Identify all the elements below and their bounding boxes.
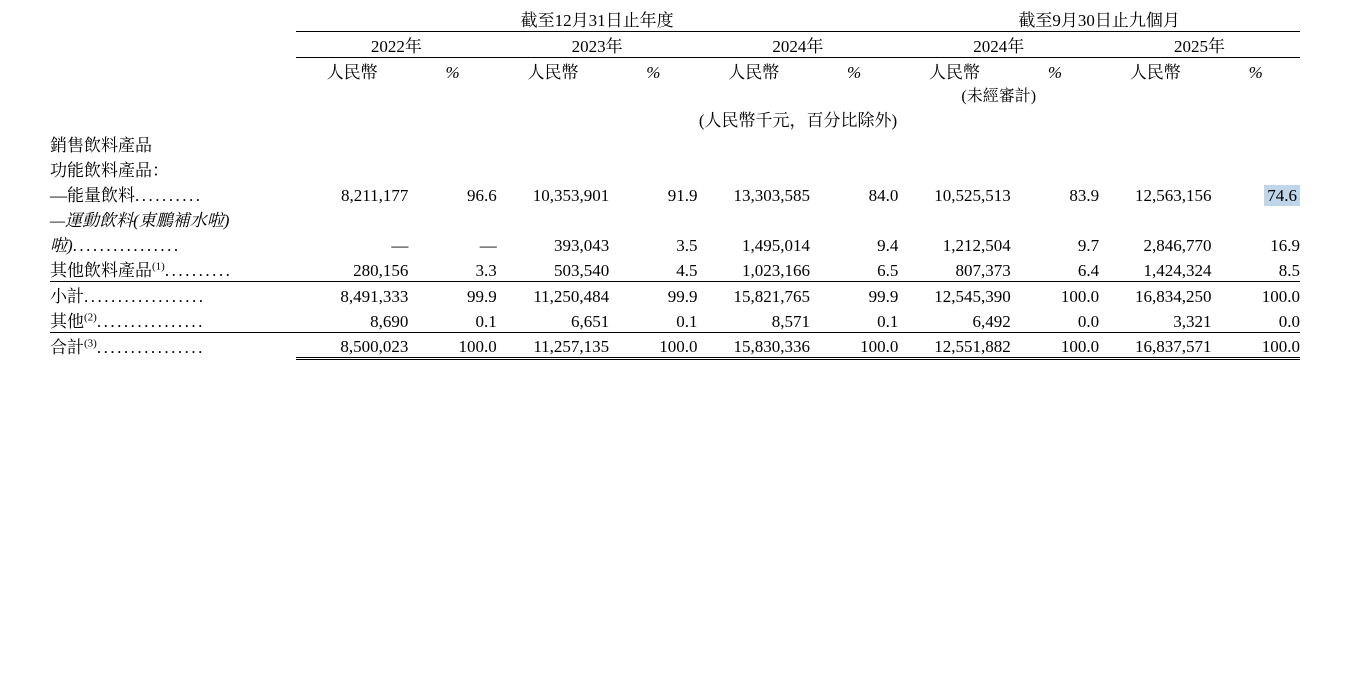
- cell-energy-2024-pct: 84.0: [868, 186, 899, 205]
- table-row-subtotal: [50, 282, 1300, 308]
- row-label-energy-drink: [50, 181, 296, 206]
- header-pct-2024-nm: %: [1047, 63, 1062, 82]
- header-currency-2025-nm: 人民幣: [1129, 63, 1181, 82]
- sports-drink-blank: [296, 206, 1300, 231]
- cell-sports-2024nm-pct: 9.7: [1077, 236, 1100, 255]
- highlighted-value: 74.6: [1264, 185, 1300, 206]
- header-pct-2025-nm: %: [1248, 63, 1263, 82]
- cell-other-2023-pct: 0.1: [676, 312, 698, 331]
- cell-sports-2023-pct: 3.5: [676, 236, 698, 255]
- header-subcol-row: [50, 58, 1300, 84]
- cell-subtotal-2025nm-amt: 16,834,250: [1099, 282, 1211, 308]
- row-label-text: 小計: [50, 287, 84, 306]
- cell-other-2023-amt: 6,651: [570, 312, 610, 331]
- header-group-nine-months: 截至9月30日止九個月: [898, 6, 1300, 32]
- cell-energy-2024-amt: 13,303,585: [733, 186, 810, 205]
- header-currency-2024: 人民幣: [728, 63, 780, 82]
- cell-total-2023-amt: 11,257,135: [497, 333, 609, 359]
- row-label-sports-drink-line1: [50, 206, 296, 231]
- cell-other-2022-pct: 0.1: [475, 312, 497, 331]
- row-label-subtotal: [50, 282, 296, 308]
- cell-otherbev-2024nm-amt: 807,373: [955, 261, 1011, 280]
- header-pct-2024: %: [847, 63, 862, 82]
- cell-total-2022-pct: 100.0: [408, 333, 496, 359]
- footnote-mark-1: (1): [152, 260, 165, 273]
- cell-sports-2022-pct: —: [479, 236, 497, 255]
- cell-sports-2024-amt: 1,495,014: [741, 236, 810, 255]
- leader-dots: ..................: [84, 287, 206, 306]
- leader-dots: ................: [96, 312, 205, 331]
- header-year-2025-nm: 2025年: [1099, 32, 1300, 58]
- cell-energy-2023-amt: 10,353,901: [532, 186, 610, 205]
- revenue-breakdown-table: [50, 6, 1300, 360]
- cell-otherbev-2022-amt: 280,156: [353, 261, 409, 280]
- header-group-row: [50, 6, 1300, 32]
- header-spacer-3: [50, 58, 296, 84]
- cell-total-2024nm-amt: 12,551,882: [898, 333, 1010, 359]
- cell-energy-2025nm-amt: 12,563,156: [1135, 186, 1212, 205]
- leader-dots: ................: [72, 236, 181, 255]
- cell-other-2025nm-pct: 0.0: [1278, 312, 1300, 331]
- cell-total-2024nm-pct: 100.0: [1011, 333, 1099, 359]
- cell-subtotal-2022-amt: 8,491,333: [296, 282, 408, 308]
- header-pct-2023: %: [646, 63, 661, 82]
- cell-total-2024-amt: 15,830,336: [698, 333, 810, 359]
- cell-total-2022-amt: 8,500,023: [296, 333, 408, 359]
- cell-energy-2023-pct: 91.9: [667, 186, 698, 205]
- cell-energy-2022-amt: 8,211,177: [341, 186, 409, 205]
- cell-other-2022-amt: 8,690: [370, 312, 409, 331]
- header-pct-2022: %: [445, 63, 460, 82]
- row-label-other: [50, 307, 296, 333]
- section-title-row: [50, 131, 1300, 156]
- header-spacer-2: [50, 32, 296, 58]
- header-currency-2024-nm: 人民幣: [929, 63, 981, 82]
- table-row-total: [50, 333, 1300, 359]
- table-row: [50, 256, 1300, 282]
- subsection-blank: [296, 156, 1300, 181]
- cell-subtotal-2023-pct: 99.9: [609, 282, 697, 308]
- cell-total-2025nm-amt: 16,837,571: [1099, 333, 1211, 359]
- cell-subtotal-2025nm-pct: 100.0: [1212, 282, 1300, 308]
- header-year-2024-nm: 2024年: [898, 32, 1099, 58]
- row-label-text: 其他: [50, 312, 84, 331]
- cell-subtotal-2024-pct: 99.9: [810, 282, 898, 308]
- cell-sports-2023-amt: 393,043: [553, 236, 610, 255]
- cell-subtotal-2024-amt: 15,821,765: [698, 282, 810, 308]
- table-row-other: [50, 307, 1300, 333]
- leader-dots: ................: [96, 338, 205, 357]
- row-label-total: [50, 333, 296, 359]
- header-year-2022: 2022年: [296, 32, 497, 58]
- cell-other-2024nm-pct: 0.0: [1077, 312, 1100, 331]
- table-row-wrap-first: [50, 206, 1300, 231]
- header-year-2024: 2024年: [698, 32, 899, 58]
- cell-otherbev-2024-pct: 6.5: [877, 261, 899, 280]
- cell-energy-2022-pct: 96.6: [467, 186, 497, 205]
- cell-energy-2025nm-pct-highlighted: [1212, 181, 1300, 206]
- cell-subtotal-2022-pct: 99.9: [408, 282, 496, 308]
- header-currency-2022: 人民幣: [326, 63, 378, 82]
- header-currency-2023: 人民幣: [527, 63, 579, 82]
- cell-otherbev-2024-amt: 1,023,166: [741, 261, 810, 280]
- footnote-mark-3: (3): [84, 337, 97, 350]
- row-label-cont: 啦): [50, 236, 73, 255]
- row-label-text: —運動飲料(東鵬補水啦): [50, 211, 230, 230]
- unit-spacer: [50, 106, 296, 131]
- header-year-row: [50, 32, 1300, 58]
- leader-dots: ..........: [164, 261, 233, 280]
- cell-otherbev-2025nm-pct: 8.5: [1278, 261, 1300, 280]
- unaudited-spacer-2: [1099, 83, 1300, 106]
- cell-total-2024-pct: 100.0: [810, 333, 898, 359]
- subsection-row: [50, 156, 1300, 181]
- section-title-blank: [296, 131, 1300, 156]
- cell-sports-2025nm-amt: 2,846,770: [1143, 236, 1212, 255]
- cell-otherbev-2022-pct: 3.3: [475, 261, 497, 280]
- subsection-label: 功能飲料產品：: [50, 161, 169, 180]
- table-row: [50, 181, 1300, 206]
- cell-other-2024nm-amt: 6,492: [972, 312, 1011, 331]
- leader-dots: ..........: [135, 186, 203, 205]
- unit-note: (人民幣千元，百分比除外): [698, 111, 898, 130]
- cell-sports-2022-amt: —: [391, 236, 409, 255]
- header-spacer: [50, 6, 296, 32]
- cell-other-2025nm-amt: 3,321: [1173, 312, 1212, 331]
- cell-otherbev-2023-amt: 503,540: [553, 261, 610, 280]
- cell-total-2023-pct: 100.0: [609, 333, 697, 359]
- financial-table-page: [0, 6, 1350, 678]
- row-label-text: —能量飲料: [50, 186, 135, 205]
- cell-other-2024-pct: 0.1: [877, 312, 899, 331]
- cell-subtotal-2024nm-amt: 12,545,390: [898, 282, 1010, 308]
- row-label-sports-drink-line2: [50, 231, 296, 256]
- cell-energy-2024nm-pct: 83.9: [1069, 186, 1100, 205]
- unaudited-note: (未經審計): [961, 88, 1037, 105]
- unaudited-spacer: [50, 83, 898, 106]
- cell-otherbev-2024nm-pct: 6.4: [1077, 261, 1100, 280]
- cell-total-2025nm-pct: 100.0: [1212, 333, 1300, 359]
- cell-subtotal-2024nm-pct: 100.0: [1011, 282, 1099, 308]
- footnote-mark-2: (2): [84, 311, 97, 324]
- header-group-annual: 截至12月31日止年度: [296, 6, 898, 32]
- cell-sports-2024-pct: 9.4: [877, 236, 899, 255]
- header-year-2023: 2023年: [497, 32, 698, 58]
- cell-subtotal-2023-amt: 11,250,484: [497, 282, 609, 308]
- cell-energy-2024nm-amt: 10,525,513: [934, 186, 1011, 205]
- cell-otherbev-2025nm-amt: 1,424,324: [1143, 261, 1212, 280]
- cell-otherbev-2023-pct: 4.5: [676, 261, 698, 280]
- row-label-text: 其他飲料產品: [50, 261, 152, 280]
- cell-other-2024-amt: 8,571: [771, 312, 810, 331]
- table-row: [50, 231, 1300, 256]
- section-title: 銷售飲料產品: [50, 136, 152, 155]
- row-label-text: 合計: [50, 338, 84, 357]
- header-unaudited-row: [50, 83, 1300, 106]
- cell-sports-2024nm-amt: 1,212,504: [942, 236, 1011, 255]
- unit-note-row: [50, 106, 1300, 131]
- row-label-other-beverages: [50, 256, 296, 282]
- cell-sports-2025nm-pct: 16.9: [1270, 236, 1300, 255]
